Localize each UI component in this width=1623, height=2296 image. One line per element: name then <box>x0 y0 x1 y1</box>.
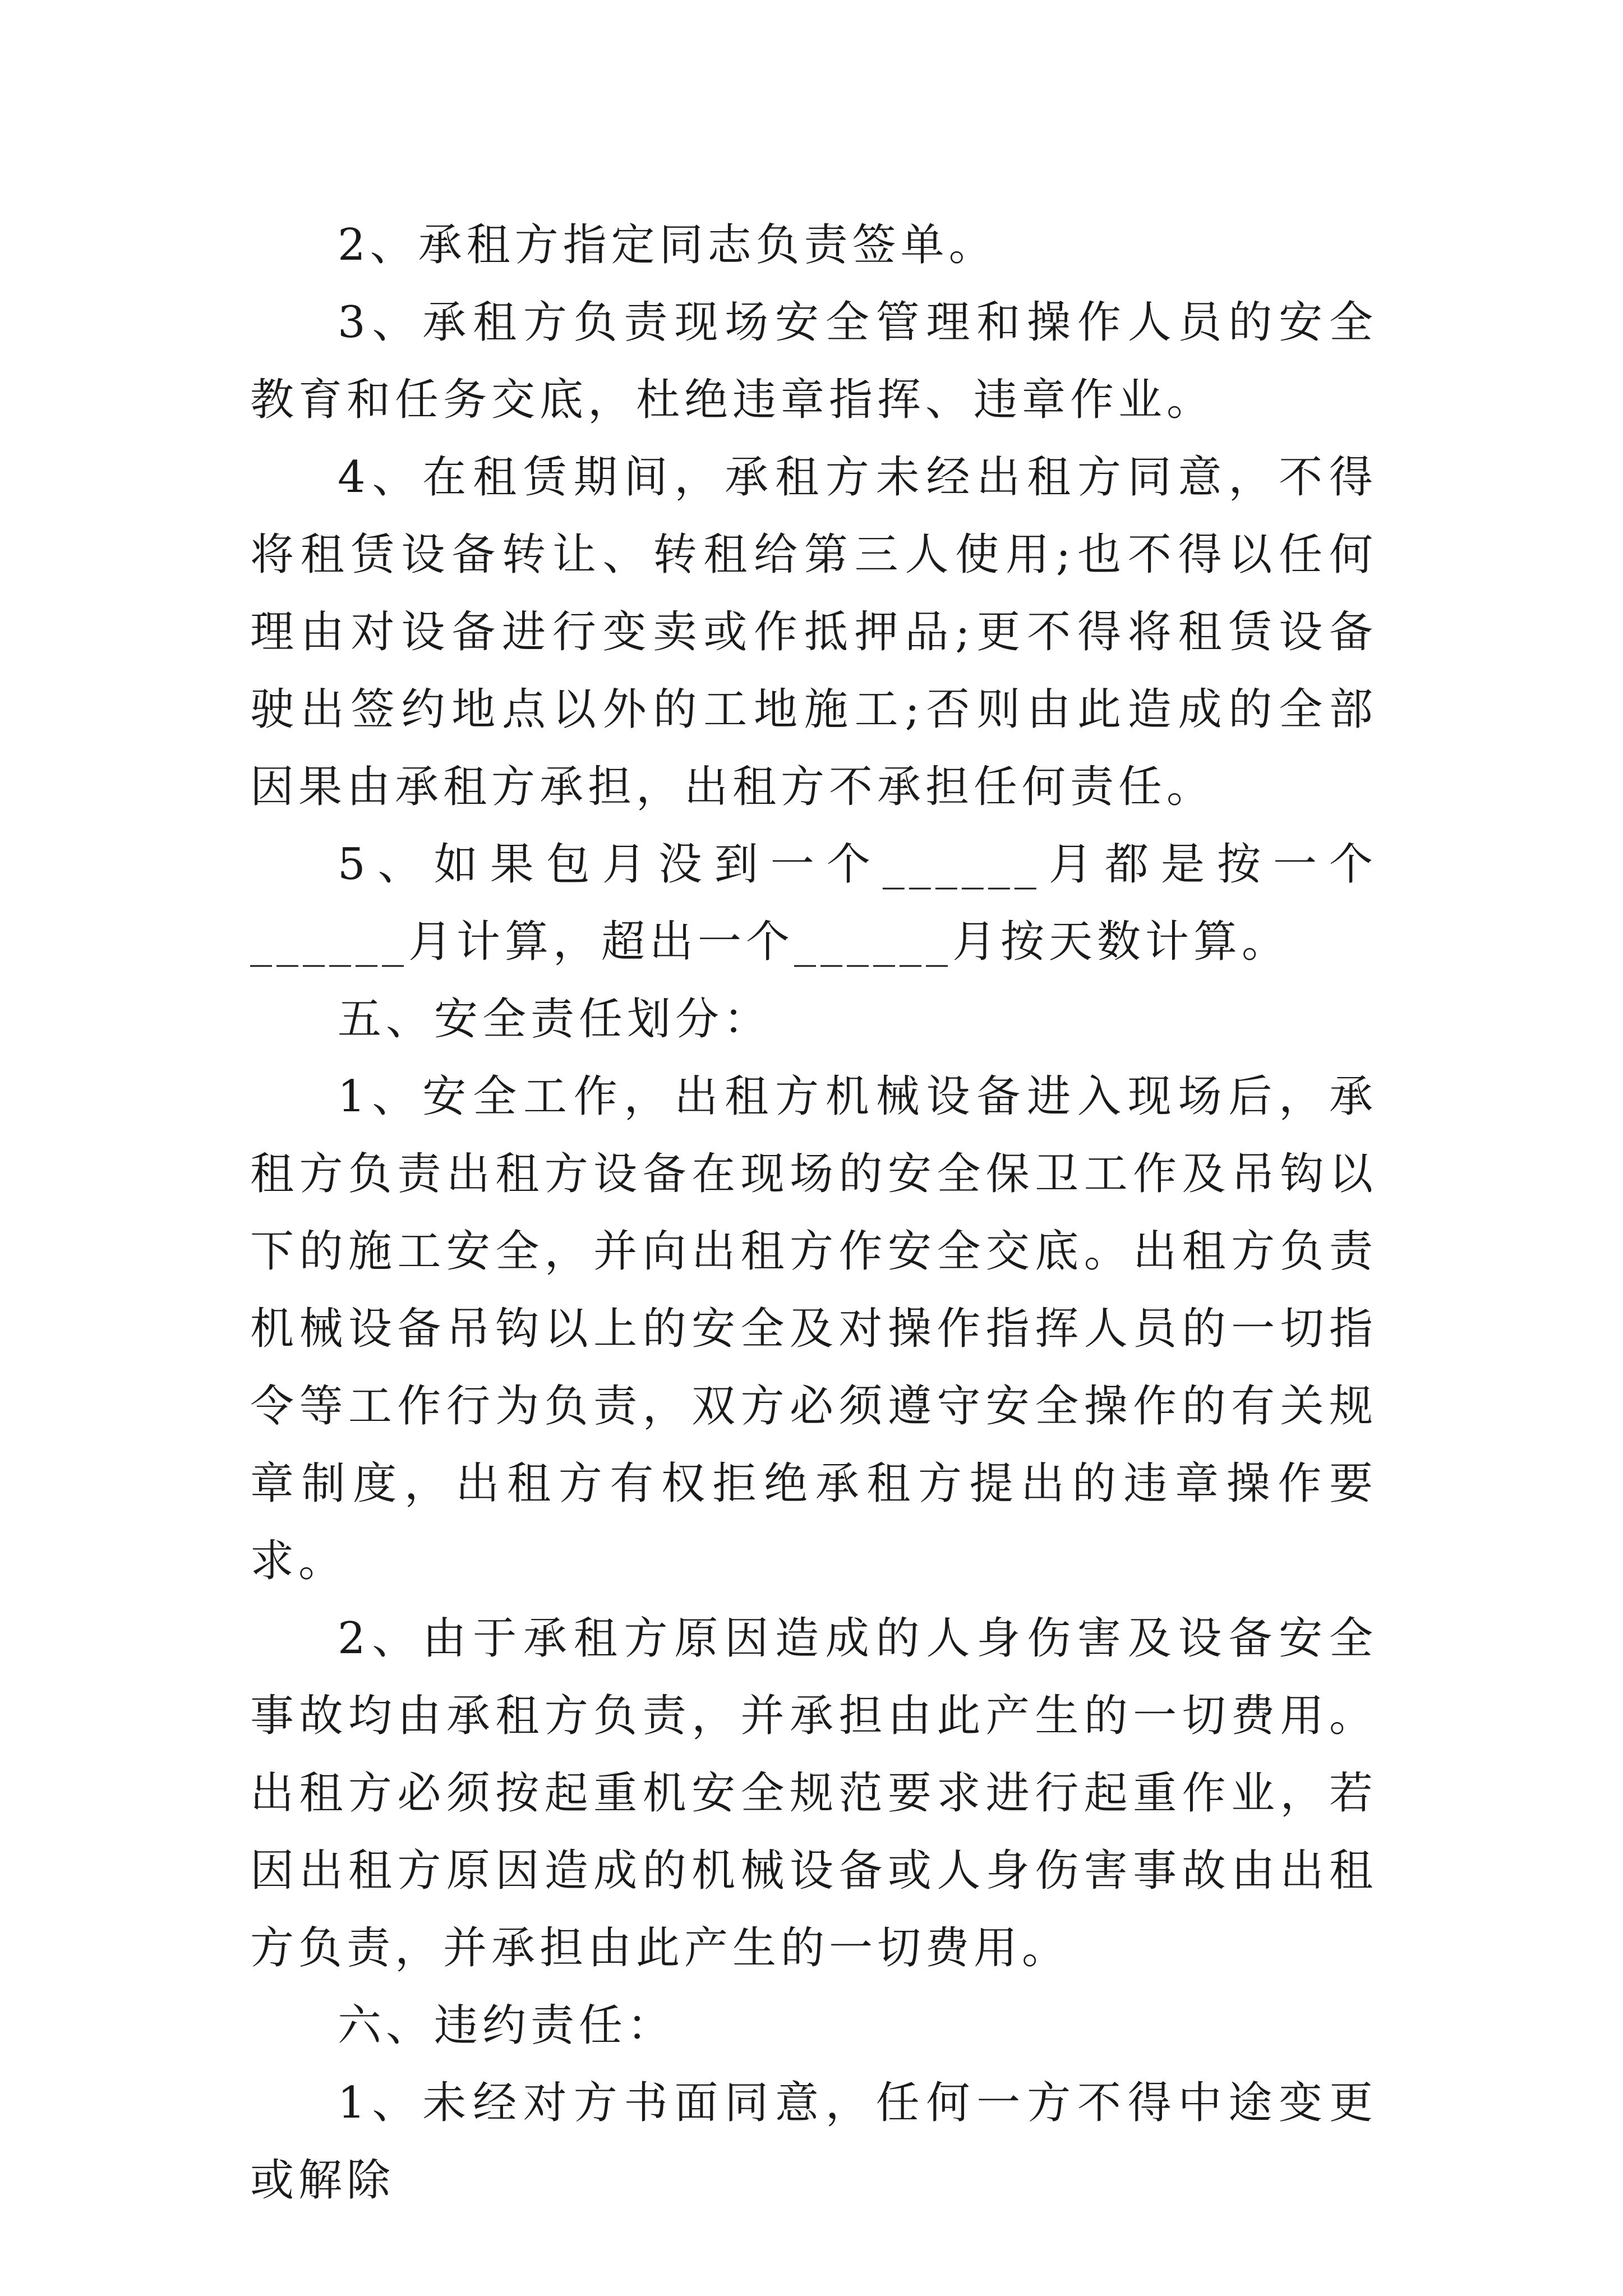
section-5-clause-1: 1、安全工作，出租方机械设备进入现场后，承租方负责出租方设备在现场的安全保卫工作及吊钩以下的施工安全，并向出租方作安全交底。出租方负责机械设备吊钩以上的安全及对操作指挥人员的一切指令等工作行为负责，双方必须遵守安全操作的有关规章制度，出租方有权拒绝承租方提出的违章操作要求。 <box>250 1071 1377 1586</box>
document-body <box>250 206 1377 2219</box>
section-5-heading: 五、安全责任划分： <box>338 994 772 1045</box>
section-5-clause-2: 2、由于承租方原因造成的人身伤害及设备安全事故均由承租方负责，并承担由此产生的一切费用。出租方必须按起重机安全规范要求进行起重作业，若因出租方原因造成的机械设备或人身伤害事故由出租方负责，并承担由此产生的一切费用。 <box>250 1613 1377 1973</box>
clause-3-safety-management: 3、承租方负责现场安全管理和操作人员的安全教育和任务交底，杜绝违章指挥、违章作业。 <box>250 297 1377 425</box>
clause-5-monthly-billing: 5、如果包月没到一个______月都是按一个______月计算，超出一个______月按天数计算。 <box>250 839 1377 967</box>
clause-2-signing: 2、承租方指定同志负责签单。 <box>338 220 997 270</box>
section-6-heading: 六、违约责任： <box>338 2000 676 2051</box>
clause-4-lease-restrictions: 4、在租赁期间，承租方未经出租方同意，不得将租赁设备转让、转租给第三人使用;也不得以任何理由对设备进行变卖或作抵押品;更不得将租赁设备驶出签约地点以外的工地施工;否则由此造成的全部因果由承租方承担，出租方不承担任何责任。 <box>250 452 1377 812</box>
section-6-clause-1: 1、未经对方书面同意，任何一方不得中途变更或解除 <box>250 2078 1377 2206</box>
